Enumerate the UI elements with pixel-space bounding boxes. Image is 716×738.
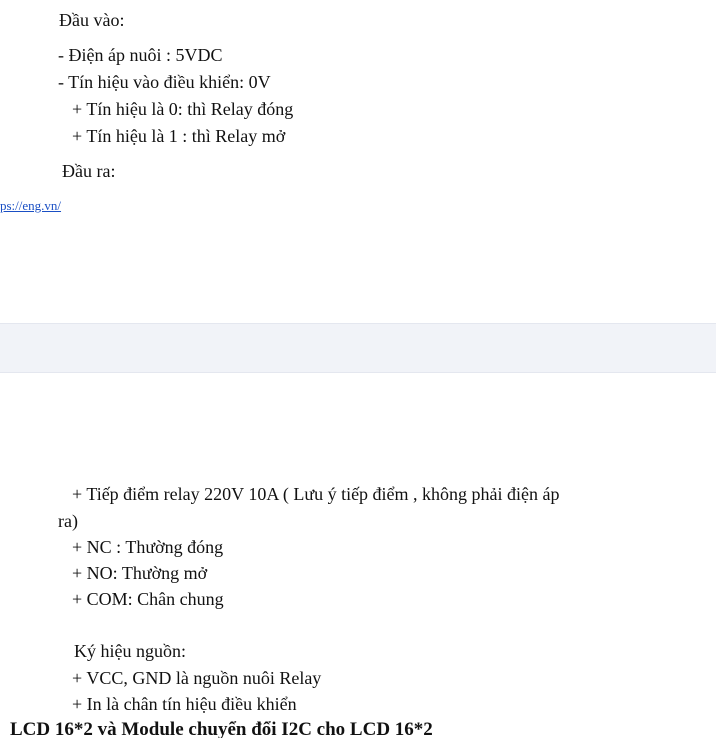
output-heading: Đầu ra: xyxy=(62,161,116,181)
supply-voltage-line: - Điện áp nuôi : 5VDC xyxy=(58,45,223,65)
vcc-gnd-line: + VCC, GND là nguồn nuôi Relay xyxy=(72,668,322,688)
input-heading: Đầu vào: xyxy=(59,10,125,30)
signal-zero-line: + Tín hiệu là 0: thì Relay đóng xyxy=(72,99,294,119)
relay-contact-line: + Tiếp điểm relay 220V 10A ( Lưu ý tiếp điểm , không phải điện áp xyxy=(72,484,560,504)
power-symbols-heading: Ký hiệu nguồn: xyxy=(74,641,186,661)
next-section-title: LCD 16*2 và Module chuyển đổi I2C cho LCD 16*2 xyxy=(10,719,433,738)
no-line: + NO: Thường mở xyxy=(72,563,208,583)
source-link[interactable]: ps://eng.vn/ xyxy=(0,198,62,213)
control-signal-line: - Tín hiệu vào điều khiển: 0V xyxy=(58,72,271,92)
divider-band xyxy=(0,323,716,373)
nc-line: + NC : Thường đóng xyxy=(72,537,224,557)
in-pin-line: + In là chân tín hiệu điều khiển xyxy=(72,694,297,714)
relay-contact-line-wrap: ra) xyxy=(58,511,78,531)
signal-one-line: + Tín hiệu là 1 : thì Relay mở xyxy=(72,126,286,146)
com-line: + COM: Chân chung xyxy=(72,589,224,609)
